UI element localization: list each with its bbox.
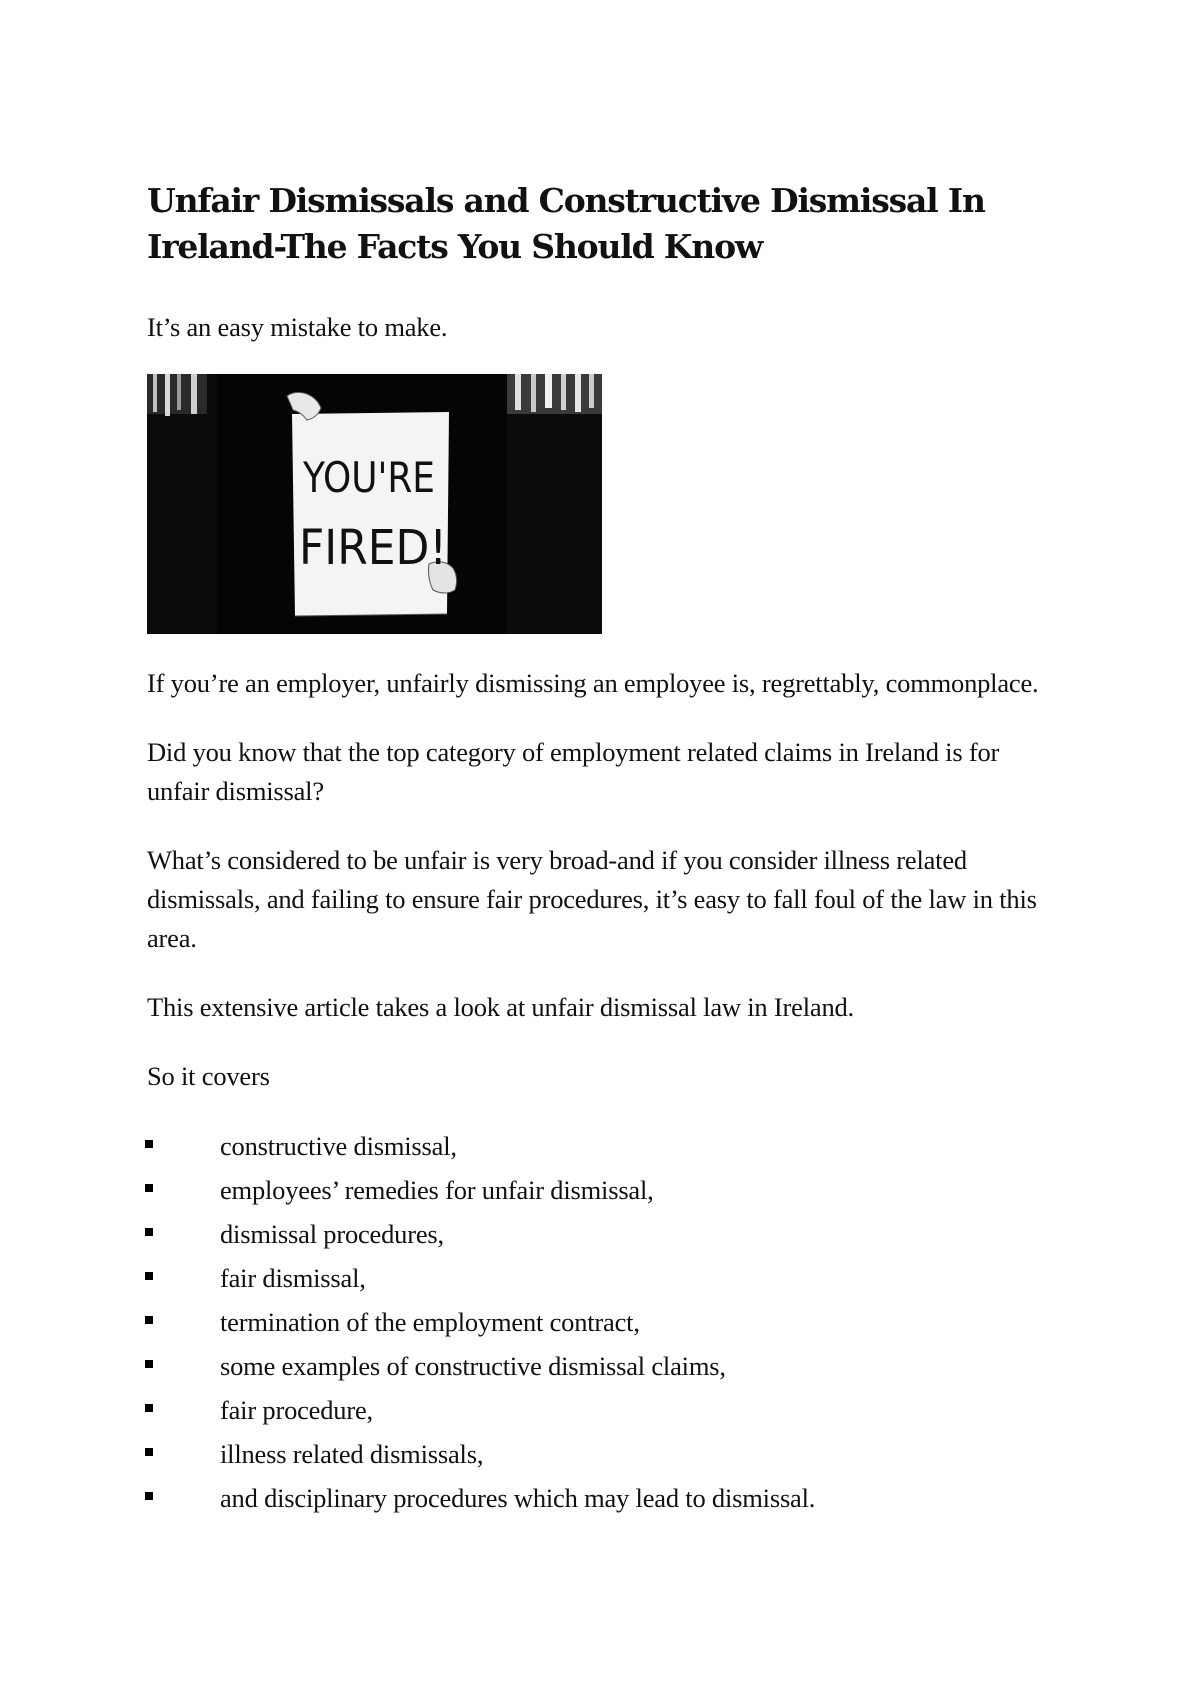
list-item-text: illness related dismissals, xyxy=(220,1439,484,1469)
covers-list xyxy=(147,1124,1067,1520)
bullet-icon xyxy=(145,1492,153,1500)
list-item xyxy=(147,1344,1067,1388)
article-title: Unfair Dismissals and Constructive Dismissal In Ireland-The Facts You Should Know xyxy=(147,181,985,266)
list-item xyxy=(147,1300,1067,1344)
list-item-text: fair procedure, xyxy=(220,1395,373,1425)
youre-fired-photo xyxy=(147,374,602,634)
list-item xyxy=(147,1212,1067,1256)
list-item xyxy=(147,1476,1067,1520)
list-item-text: constructive dismissal, xyxy=(220,1131,457,1161)
bullet-icon xyxy=(145,1184,153,1192)
list-item xyxy=(147,1388,1067,1432)
list-item-text: fair dismissal, xyxy=(220,1263,366,1293)
document-page xyxy=(147,178,1067,1520)
list-item-text: employees’ remedies for unfair dismissal, xyxy=(220,1175,654,1205)
paragraph-article-scope: This extensive article takes a look at unfair dismissal law in Ireland. xyxy=(147,992,854,1022)
bullet-icon xyxy=(145,1448,153,1456)
paragraph-top-category: Did you know that the top category of employment related claims in Ireland is for unfair dismissal? xyxy=(147,737,1000,806)
bullet-icon xyxy=(145,1360,153,1368)
list-item-text: some examples of constructive dismissal claims, xyxy=(220,1351,726,1381)
list-item xyxy=(147,1432,1067,1476)
list-item-text: termination of the employment contract, xyxy=(220,1307,640,1337)
list-item-text: dismissal procedures, xyxy=(220,1219,444,1249)
sign-line-2: FIRED! xyxy=(299,520,447,576)
list-item xyxy=(147,1256,1067,1300)
paragraph-covers-intro: So it covers xyxy=(147,1061,270,1091)
bullet-icon xyxy=(145,1140,153,1148)
intro-paragraph: It’s an easy mistake to make. xyxy=(147,312,448,342)
bullet-icon xyxy=(145,1228,153,1236)
bullet-icon xyxy=(145,1316,153,1324)
list-item-text: and disciplinary procedures which may lead to dismissal. xyxy=(220,1483,816,1513)
paragraph-unfair-broad: What’s considered to be unfair is very broad-and if you consider illness related dismissals, and failing to ensure fair procedures, it’s easy to fall foul of the law in this area. xyxy=(147,845,1037,953)
paragraph-employer: If you’re an employer, unfairly dismissing an employee is, regrettably, commonplace. xyxy=(147,668,1039,698)
bullet-icon xyxy=(145,1272,153,1280)
list-item xyxy=(147,1124,1067,1168)
sign-line-1: YOU'RE xyxy=(302,453,435,502)
list-item xyxy=(147,1168,1067,1212)
bullet-icon xyxy=(145,1404,153,1412)
